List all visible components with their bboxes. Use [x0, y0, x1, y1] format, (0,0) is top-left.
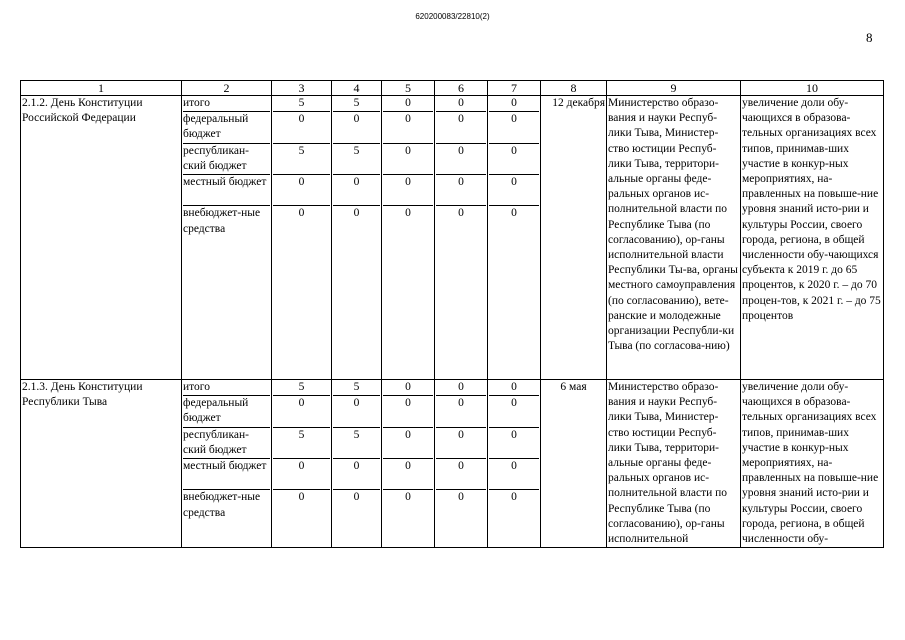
- source-label: федеральный бюджет: [183, 396, 270, 427]
- header-cell: 1: [21, 81, 182, 96]
- value-cell: 0: [353, 207, 360, 220]
- col4-values: [332, 96, 382, 380]
- header-cell: 10: [741, 81, 884, 96]
- value-cell: 0: [383, 396, 433, 427]
- value-cell: 0: [436, 144, 486, 175]
- source-label: итого: [183, 96, 270, 112]
- value-cell: 5: [333, 96, 380, 112]
- value-cell: 0: [333, 175, 380, 206]
- value-cell: 0: [489, 428, 539, 459]
- value-cell: 0: [489, 96, 539, 112]
- header-row: [21, 81, 884, 96]
- value-cell: 0: [458, 491, 464, 504]
- program-table: [20, 80, 884, 548]
- value-cell: 0: [436, 175, 486, 206]
- expected-result: увеличение доли обу-чающихся в образова-тельных организациях всех типов, принимав-ших участие в конкур-ных мероприятиях, на-правленных на повыше-ние уровня знаний исто-рии и культуры России, своего города, региона, в общей численности обу-чающихся субъекта к 2019 г. до 65 процентов, к 2020 г. – до 70 процен-тов, к 2021 г. – до 75 процентов: [741, 96, 884, 380]
- value-cell: 0: [489, 396, 539, 427]
- value-cell: 0: [458, 207, 464, 220]
- header-cell: 6: [435, 81, 488, 96]
- col5-values: [382, 380, 435, 548]
- document-id: 620200083/22810(2): [415, 12, 490, 21]
- value-cell: 0: [333, 396, 380, 427]
- header-cell: 4: [332, 81, 382, 96]
- value-cell: 0: [273, 396, 330, 427]
- value-cell: 0: [436, 380, 486, 396]
- value-cell: 0: [383, 380, 433, 396]
- col6-values: [435, 96, 488, 380]
- header-cell: 8: [541, 81, 607, 96]
- value-cell: 5: [333, 428, 380, 459]
- value-cell: 0: [436, 428, 486, 459]
- col4-values: [332, 380, 382, 548]
- responsible-executors: Министерство образо-вания и науки Респуб-лики Тыва, Министер-ство юстиции Респуб-лики Тыва, территори-альные органы феде-ральных органов ис-полнительной власти по Республике Тыва (по согласованию), ор-ганы исполнительной: [607, 380, 741, 548]
- source-label: внебюджет-ные средства: [183, 491, 261, 519]
- col7-values: [488, 380, 541, 548]
- col7-values: [488, 96, 541, 380]
- source-label: республикан-ский бюджет: [183, 428, 270, 459]
- responsible-executors: Министерство образо-вания и науки Респуб-лики Тыва, Министер-ство юстиции Респуб-лики Тыва, территори-альные органы феде-ральных органов ис-полнительной власти по Республике Тыва (по согласованию), ор-ганы исполнительной власти Республики Ты-ва, органы местного самоуправления (по согласованию), вете-ранские и молодежные организации Республи-ки Тыва (по согласова-нию): [607, 96, 741, 380]
- value-cell: 0: [383, 459, 433, 490]
- value-cell: 0: [273, 112, 330, 143]
- value-cell: 0: [383, 112, 433, 143]
- value-cell: 0: [511, 491, 517, 504]
- expected-result: увеличение доли обу-чающихся в образова-тельных организациях всех типов, принимав-ших участие в конкур-ных мероприятиях, на-правленных на повыше-ние уровня знаний исто-рии и культуры России, своего города, региона, в общей численности обу-: [741, 380, 884, 548]
- source-label: внебюджет-ные средства: [183, 207, 261, 235]
- table-row: [21, 380, 884, 548]
- value-cell: 0: [383, 428, 433, 459]
- source-label: местный бюджет: [183, 459, 270, 490]
- value-cell: 0: [489, 380, 539, 396]
- value-cell: 0: [405, 491, 411, 504]
- value-cell: 0: [273, 175, 330, 206]
- value-cell: 0: [489, 175, 539, 206]
- header-cell: 3: [272, 81, 332, 96]
- value-cell: 0: [383, 175, 433, 206]
- header-cell: 7: [488, 81, 541, 96]
- header-cell: 2: [182, 81, 272, 96]
- header-cell: 5: [382, 81, 435, 96]
- value-cell: 0: [383, 144, 433, 175]
- funding-sources: [182, 380, 272, 548]
- page-number: 8: [866, 30, 873, 45]
- value-cell: 0: [405, 207, 411, 220]
- event-name: 2.1.2. День Конституции Российской Федерации: [21, 96, 182, 380]
- value-cell: 0: [353, 491, 360, 504]
- event-date: 6 мая: [541, 380, 607, 548]
- event-date: 12 декабря: [541, 96, 607, 380]
- source-label: итого: [183, 380, 270, 396]
- value-cell: 5: [273, 380, 330, 396]
- col3-values: [272, 380, 332, 548]
- value-cell: 0: [333, 112, 380, 143]
- value-cell: 0: [273, 459, 330, 490]
- header-cell: 9: [607, 81, 741, 96]
- event-name: 2.1.3. День Конституции Республики Тыва: [21, 380, 182, 548]
- col3-values: [272, 96, 332, 380]
- col6-values: [435, 380, 488, 548]
- value-cell: 5: [333, 380, 380, 396]
- value-cell: 0: [436, 459, 486, 490]
- value-cell: 0: [333, 459, 380, 490]
- source-label: местный бюджет: [183, 175, 270, 206]
- table-row: [21, 96, 884, 380]
- source-label: федеральный бюджет: [183, 112, 270, 143]
- value-cell: 5: [273, 144, 330, 175]
- value-cell: 5: [273, 428, 330, 459]
- value-cell: 0: [436, 96, 486, 112]
- value-cell: 5: [273, 96, 330, 112]
- value-cell: 0: [298, 207, 305, 220]
- value-cell: 5: [333, 144, 380, 175]
- value-cell: 0: [436, 112, 486, 143]
- value-cell: 0: [489, 144, 539, 175]
- funding-sources: [182, 96, 272, 380]
- value-cell: 0: [489, 112, 539, 143]
- col5-values: [382, 96, 435, 380]
- value-cell: 0: [489, 459, 539, 490]
- value-cell: 0: [298, 491, 305, 504]
- value-cell: 0: [383, 96, 433, 112]
- value-cell: 0: [511, 207, 517, 220]
- value-cell: 0: [436, 396, 486, 427]
- source-label: республикан-ский бюджет: [183, 144, 270, 175]
